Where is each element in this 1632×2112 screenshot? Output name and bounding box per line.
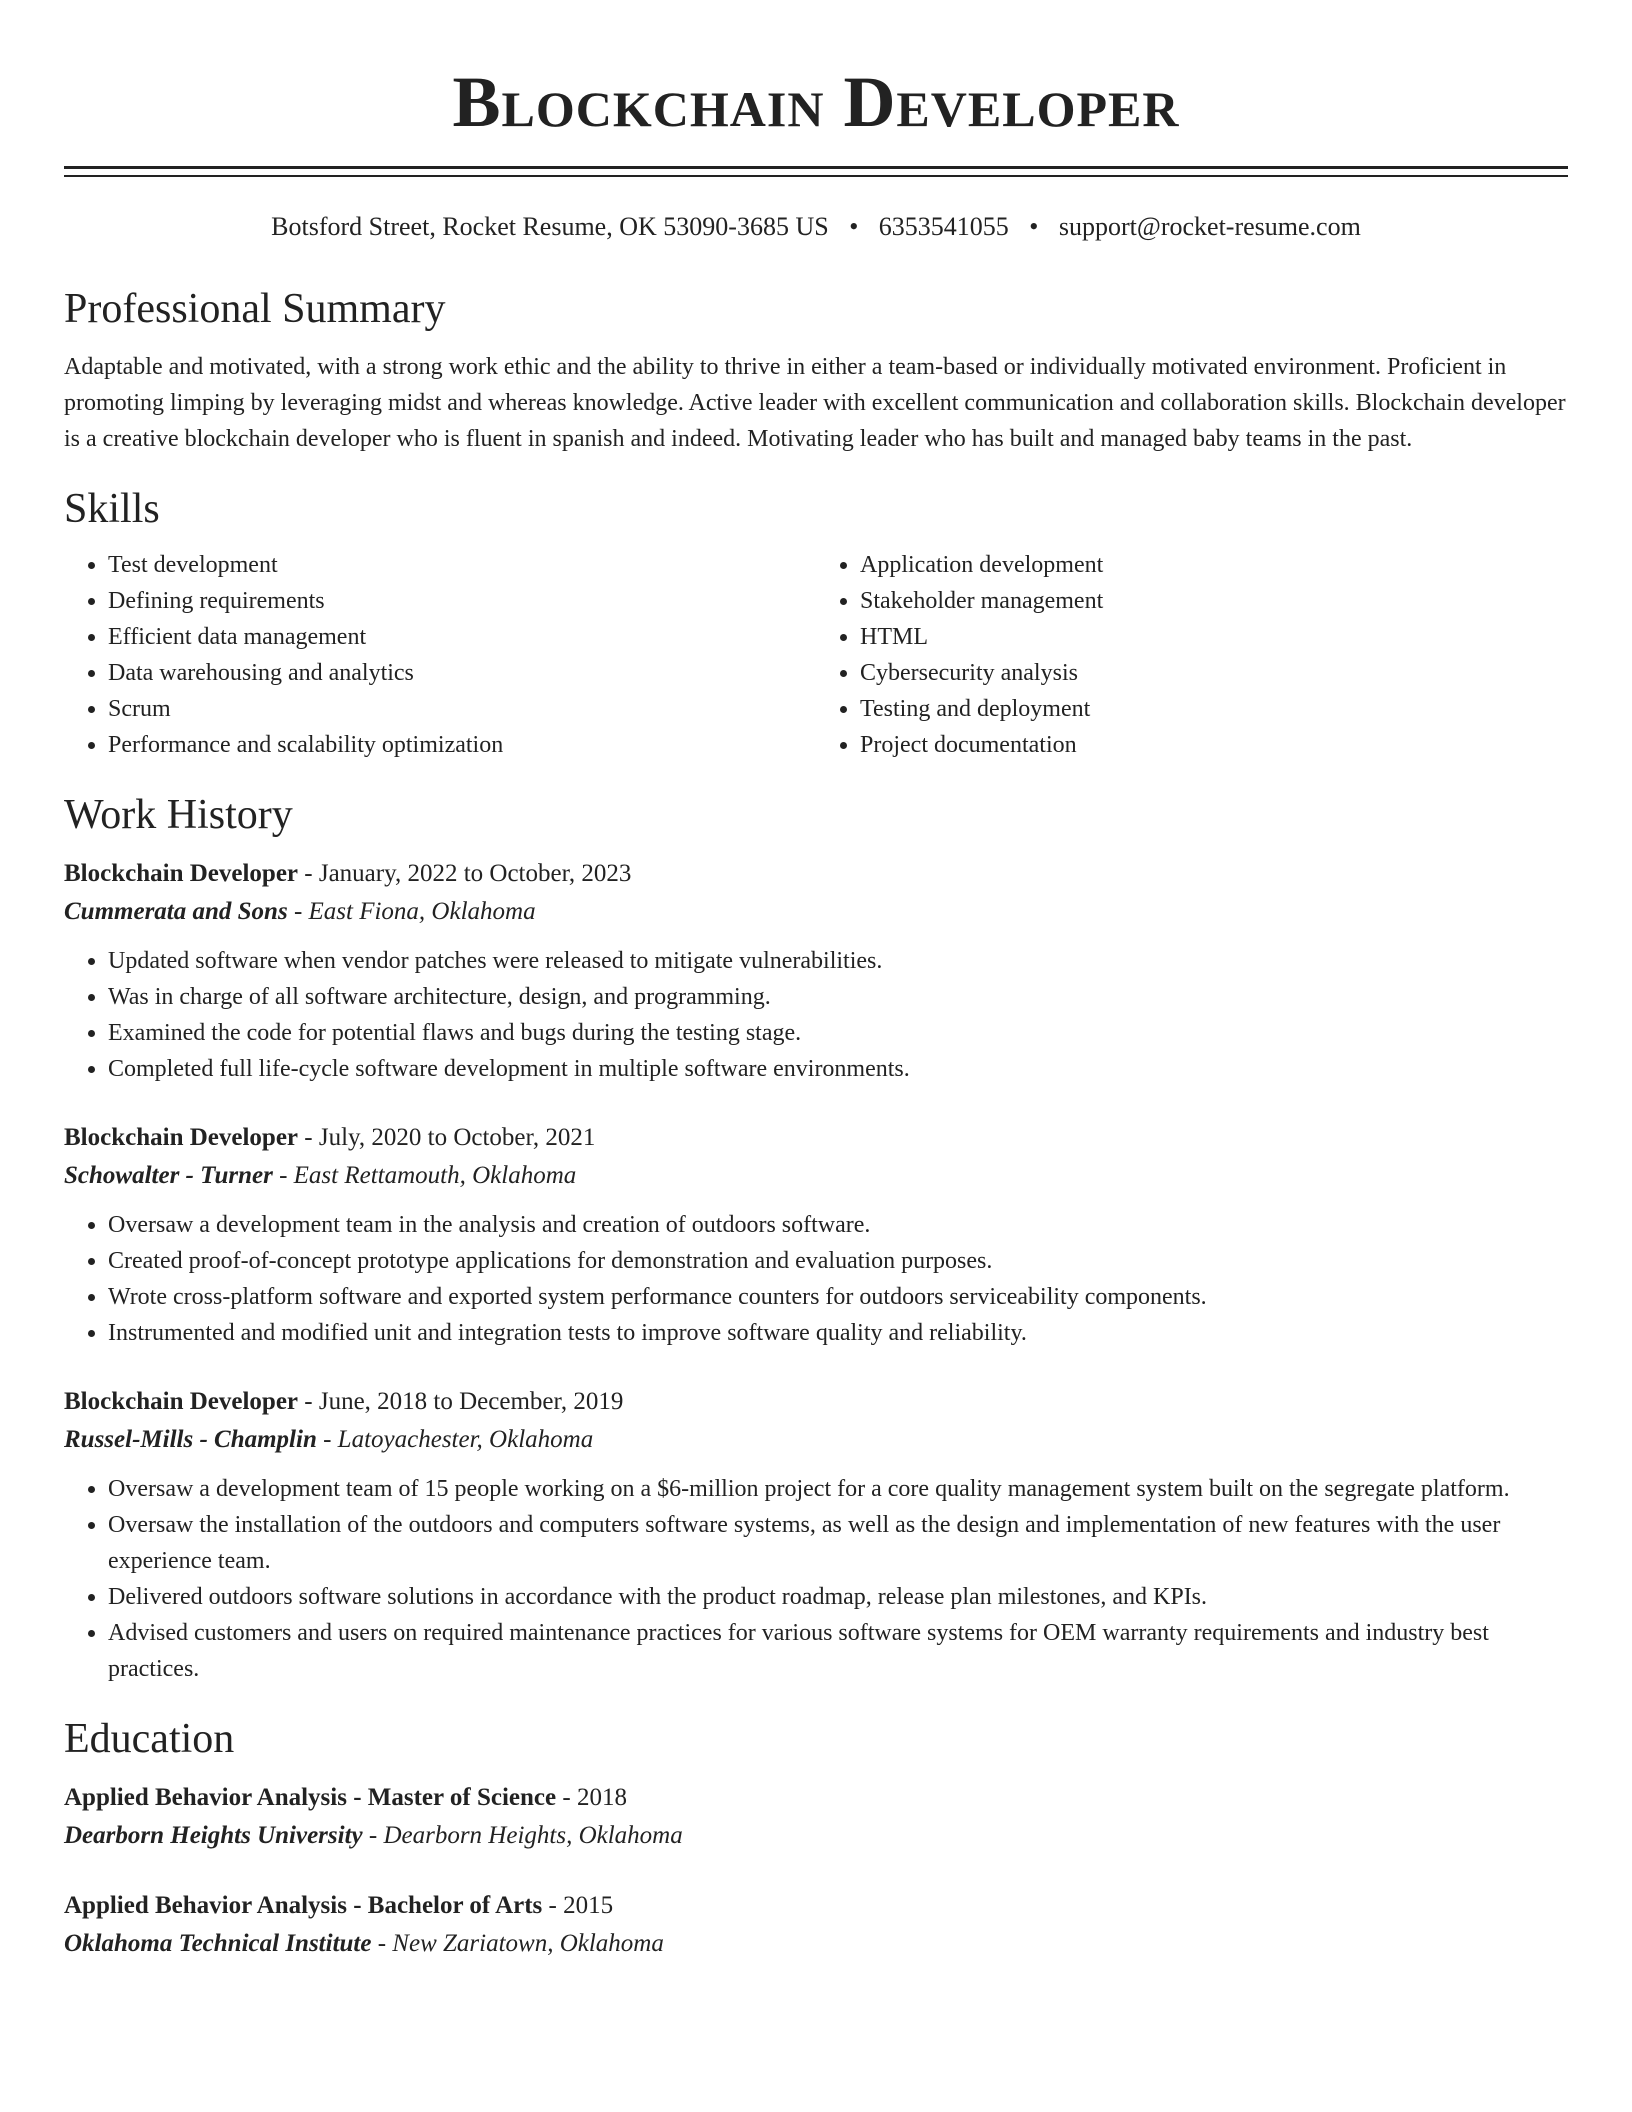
job-company: Cummerata and Sons xyxy=(64,898,288,925)
education-entry xyxy=(64,1887,1568,1963)
contact-separator: • xyxy=(1029,212,1039,241)
resume-title: Blockchain Developer xyxy=(452,62,1180,142)
education-degree-line xyxy=(64,1779,1568,1817)
skill-item: • HTML xyxy=(860,619,1568,655)
contact-separator: • xyxy=(849,212,859,241)
contact-email: support@rocket-resume.com xyxy=(1058,212,1361,241)
job-title-line xyxy=(64,855,1568,893)
contact-phone: 6353541055 xyxy=(878,212,1009,241)
job-bullet: • Delivered outdoors software solutions in accordance with the product roadmap, release plan milestones, and KPIs. xyxy=(108,1579,1568,1615)
skill-item: • Scrum xyxy=(108,691,816,727)
job-bullet: • Examined the code for potential flaws and bugs during the testing stage. xyxy=(108,1015,1568,1051)
contact-address: Botsford Street, Rocket Resume, OK 53090-3685 US xyxy=(271,212,829,241)
title-divider-thick xyxy=(64,166,1568,169)
job-company-line xyxy=(64,1421,1568,1459)
job-company-line xyxy=(64,893,1568,931)
job-location: - East Rettamouth, Oklahoma xyxy=(272,1162,577,1189)
job-bullets xyxy=(64,1207,1568,1351)
section-heading-summary: Professional Summary xyxy=(64,286,446,332)
skills-list-right xyxy=(816,547,1568,763)
skill-item: • Performance and scalability optimization xyxy=(108,727,816,763)
contact-line xyxy=(64,211,1568,243)
skill-item: • Efficient data management xyxy=(108,619,816,655)
section-heading-skills: Skills xyxy=(64,486,160,532)
job-title-line xyxy=(64,1383,1568,1421)
job-bullet: • Wrote cross-platform software and exported system performance counters for outdoors serviceability components. xyxy=(108,1279,1568,1315)
job-bullets xyxy=(64,1471,1568,1687)
job-title: Blockchain Developer xyxy=(64,860,299,887)
job-location: - Latoyachester, Oklahoma xyxy=(316,1426,594,1453)
job-company: Schowalter - Turner xyxy=(64,1162,273,1189)
skill-item: • Project documentation xyxy=(860,727,1568,763)
education-degree: Applied Behavior Analysis - Master of Science xyxy=(64,1784,557,1811)
skill-item: • Cybersecurity analysis xyxy=(860,655,1568,691)
job-company-line xyxy=(64,1157,1568,1195)
skill-item: • Test development xyxy=(108,547,816,583)
job-entry xyxy=(64,1383,1568,1687)
job-bullet: • Completed full life-cycle software development in multiple software environments. xyxy=(108,1051,1568,1087)
education-location: - Dearborn Heights, Oklahoma xyxy=(362,1822,683,1849)
education-degree-line xyxy=(64,1887,1568,1925)
job-bullet: • Oversaw a development team of 15 people working on a $6-million project for a core quality management system built on the segregate platform. xyxy=(108,1471,1568,1507)
skills-list-left xyxy=(64,547,816,763)
job-entry xyxy=(64,855,1568,1087)
education-school: Oklahoma Technical Institute xyxy=(64,1930,372,1957)
job-company: Russel-Mills - Champlin xyxy=(64,1426,317,1453)
job-title-line xyxy=(64,1119,1568,1157)
section-heading-work: Work History xyxy=(64,792,293,838)
summary-section xyxy=(64,283,1568,457)
job-title: Blockchain Developer xyxy=(64,1124,299,1151)
section-heading-education: Education xyxy=(64,1716,235,1762)
job-bullet: • Oversaw a development team in the analysis and creation of outdoors software. xyxy=(108,1207,1568,1243)
skill-item: • Testing and deployment xyxy=(860,691,1568,727)
skill-item: • Application development xyxy=(860,547,1568,583)
education-section xyxy=(64,1713,1568,1963)
job-bullet: • Created proof-of-concept prototype applications for demonstration and evaluation purposes. xyxy=(108,1243,1568,1279)
work-history-section xyxy=(64,789,1568,1687)
summary-text: Adaptable and motivated, with a strong work ethic and the ability to thrive in either a team-based or individually motivated environment. Proficient in promoting limping by leveraging midst and whereas knowledge. Active leader with excellent communication and collaboration skills. Blockchain developer is a creative blockchain developer who is fluent in spanish and indeed. Motivating leader who has built and managed baby teams in the past. xyxy=(64,354,1566,452)
job-bullet: • Instrumented and modified unit and integration tests to improve software quality and reliability. xyxy=(108,1315,1568,1351)
job-bullet: • Advised customers and users on required maintenance practices for various software systems for OEM warranty requirements and industry best practices. xyxy=(108,1615,1568,1687)
skill-item: • Defining requirements xyxy=(108,583,816,619)
education-location: - New Zariatown, Oklahoma xyxy=(371,1930,664,1957)
education-school: Dearborn Heights University xyxy=(64,1822,363,1849)
job-bullet: • Was in charge of all software architecture, design, and programming. xyxy=(108,979,1568,1015)
education-school-line xyxy=(64,1925,1568,1963)
job-bullet: • Oversaw the installation of the outdoors and computers software systems, as well as the design and implementation of new features with the user experience team. xyxy=(108,1507,1568,1579)
job-dates: - January, 2022 to October, 2023 xyxy=(298,860,632,887)
job-dates: - July, 2020 to October, 2021 xyxy=(298,1124,596,1151)
job-bullet: • Updated software when vendor patches were released to mitigate vulnerabilities. xyxy=(108,943,1568,979)
skill-item: • Data warehousing and analytics xyxy=(108,655,816,691)
education-entry xyxy=(64,1779,1568,1855)
skills-columns xyxy=(64,547,1568,763)
skills-section xyxy=(64,483,1568,763)
education-year: - 2018 xyxy=(556,1784,627,1811)
education-school-line xyxy=(64,1817,1568,1855)
job-dates: - June, 2018 to December, 2019 xyxy=(298,1388,624,1415)
title-divider-thin xyxy=(64,175,1568,177)
education-degree: Applied Behavior Analysis - Bachelor of Arts xyxy=(64,1892,543,1919)
job-location: - East Fiona, Oklahoma xyxy=(287,898,536,925)
education-year: - 2015 xyxy=(542,1892,614,1919)
job-title: Blockchain Developer xyxy=(64,1388,299,1415)
skill-item: • Stakeholder management xyxy=(860,583,1568,619)
job-entry xyxy=(64,1119,1568,1351)
job-bullets xyxy=(64,943,1568,1087)
resume-page xyxy=(64,0,1568,1963)
